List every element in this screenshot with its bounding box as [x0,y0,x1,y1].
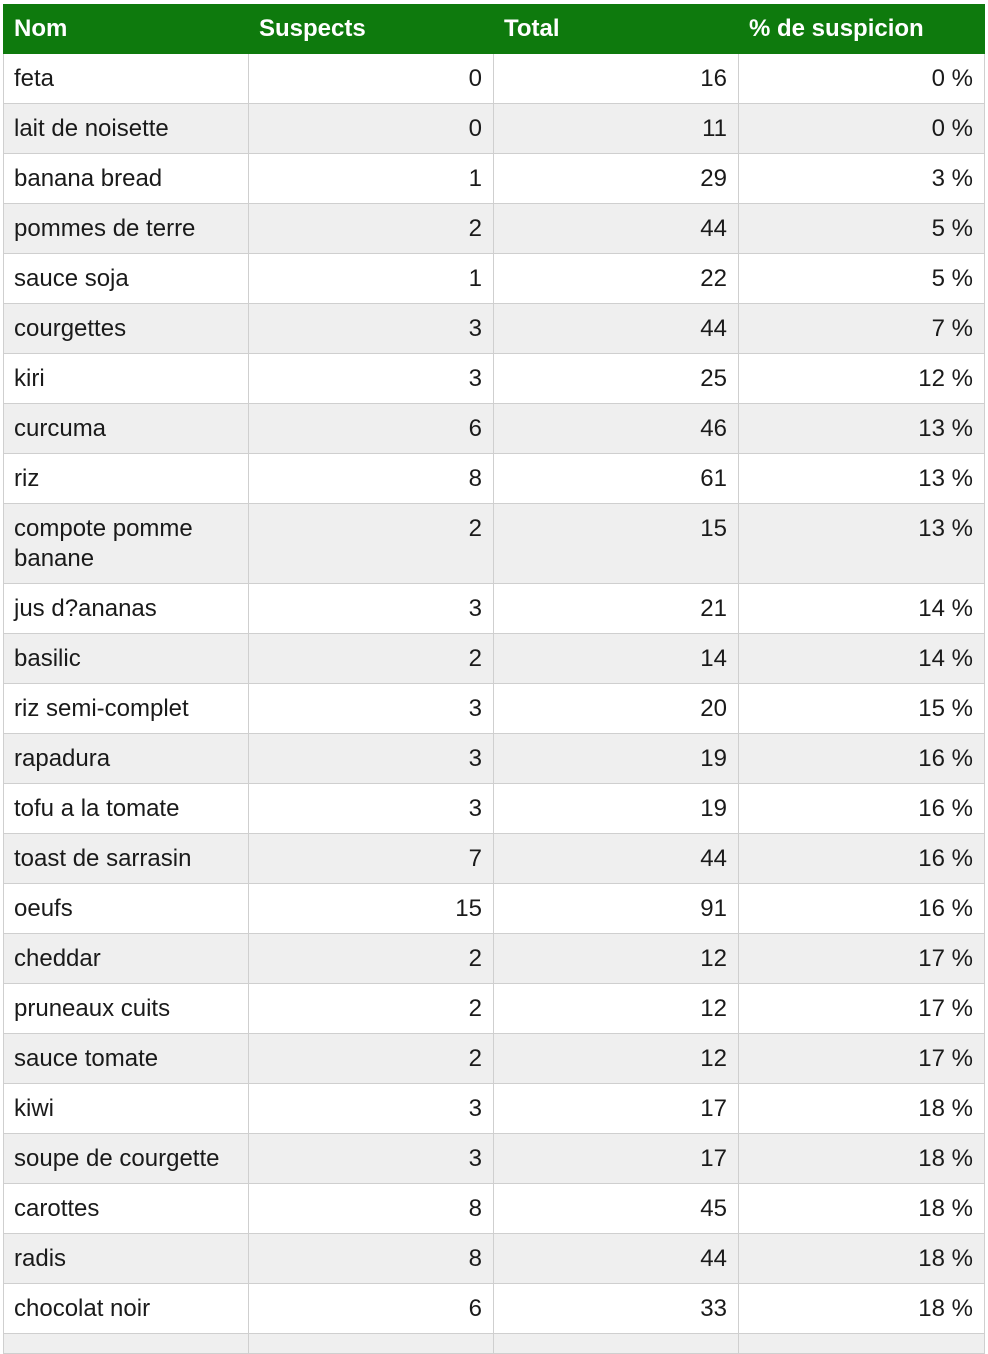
cell-nom[interactable]: lait de noisette [4,104,249,154]
cell-suspects[interactable]: 6 [249,1284,494,1334]
cell-nom[interactable]: banana bread [4,154,249,204]
cell-suspects[interactable]: 3 [249,304,494,354]
cell-nom[interactable]: basilic [4,634,249,684]
cell-nom[interactable]: soupe de courgette [4,1134,249,1184]
cell-total[interactable]: 16 [494,54,739,104]
cell-pct[interactable]: 0 % [739,104,985,154]
table-row [4,354,985,404]
cell-suspects[interactable]: 3 [249,584,494,634]
table-row [4,104,985,154]
cell-total[interactable]: 11 [494,104,739,154]
cell-total[interactable]: 44 [494,204,739,254]
cell-nom[interactable]: riz [4,454,249,504]
cell-nom[interactable]: courgettes [4,304,249,354]
cell-empty [494,1334,739,1354]
table-row [4,304,985,354]
cell-suspects[interactable]: 15 [249,884,494,934]
cell-total[interactable]: 17 [494,1084,739,1134]
cell-pct[interactable]: 16 % [739,834,985,884]
cell-pct[interactable]: 13 % [739,454,985,504]
cell-suspects[interactable]: 3 [249,1134,494,1184]
table-row [4,1034,985,1084]
cell-total[interactable]: 14 [494,634,739,684]
cell-total[interactable]: 46 [494,404,739,454]
table-row [4,784,985,834]
column-header-nom[interactable]: Nom [4,5,249,54]
cell-nom[interactable]: sauce tomate [4,1034,249,1084]
cell-empty [249,1334,494,1354]
cell-total[interactable]: 15 [494,504,739,584]
cell-nom[interactable]: sauce soja [4,254,249,304]
cell-empty [739,1334,985,1354]
cell-total[interactable]: 25 [494,354,739,404]
table-row [4,734,985,784]
cell-pct[interactable]: 16 % [739,884,985,934]
table-row [4,1084,985,1134]
cell-total[interactable]: 33 [494,1284,739,1334]
cell-pct[interactable]: 17 % [739,934,985,984]
cell-total[interactable]: 12 [494,984,739,1034]
cell-suspects[interactable]: 6 [249,404,494,454]
table-row [4,504,985,584]
table-row [4,884,985,934]
cell-nom[interactable]: toast de sarrasin [4,834,249,884]
cell-total[interactable]: 17 [494,1134,739,1184]
cell-suspects[interactable]: 2 [249,634,494,684]
cell-pct[interactable]: 17 % [739,1034,985,1084]
table-row [4,984,985,1034]
table-row [4,404,985,454]
cell-nom[interactable]: chocolat noir [4,1284,249,1334]
column-header-suspects[interactable]: Suspects [249,5,494,54]
cell-pct[interactable]: 3 % [739,154,985,204]
cell-total[interactable]: 91 [494,884,739,934]
cell-pct[interactable]: 12 % [739,354,985,404]
table-row-partial [4,1334,985,1354]
table-body [4,54,985,1354]
cell-nom[interactable]: oeufs [4,884,249,934]
cell-total[interactable]: 45 [494,1184,739,1234]
cell-nom[interactable]: radis [4,1234,249,1284]
cell-suspects[interactable]: 2 [249,1034,494,1084]
cell-total[interactable]: 29 [494,154,739,204]
column-header-pct[interactable]: % de suspicion [739,5,985,54]
cell-suspects[interactable]: 8 [249,1184,494,1234]
cell-pct[interactable]: 5 % [739,204,985,254]
table-row [4,1134,985,1184]
cell-pct[interactable]: 18 % [739,1134,985,1184]
table-row [4,1184,985,1234]
cell-suspects[interactable]: 3 [249,354,494,404]
cell-suspects[interactable]: 1 [249,154,494,204]
table-row [4,634,985,684]
cell-suspects[interactable]: 2 [249,934,494,984]
cell-pct[interactable]: 0 % [739,54,985,104]
table-row [4,934,985,984]
cell-suspects[interactable]: 3 [249,684,494,734]
cell-suspects[interactable]: 3 [249,1084,494,1134]
cell-nom[interactable]: pommes de terre [4,204,249,254]
table-row [4,154,985,204]
cell-total[interactable]: 44 [494,1234,739,1284]
cell-total[interactable]: 12 [494,934,739,984]
cell-empty [4,1334,249,1354]
cell-suspects[interactable]: 3 [249,734,494,784]
cell-pct[interactable]: 5 % [739,254,985,304]
table-row [4,1234,985,1284]
cell-total[interactable]: 44 [494,304,739,354]
cell-suspects[interactable]: 8 [249,1234,494,1284]
cell-nom[interactable]: curcuma [4,404,249,454]
cell-pct[interactable]: 13 % [739,504,985,584]
cell-total[interactable]: 19 [494,784,739,834]
cell-pct[interactable]: 18 % [739,1184,985,1234]
cell-nom[interactable]: pruneaux cuits [4,984,249,1034]
cell-total[interactable]: 61 [494,454,739,504]
cell-nom[interactable]: compote pomme banane [4,504,249,584]
table-row [4,454,985,504]
cell-suspects[interactable]: 1 [249,254,494,304]
cell-suspects[interactable]: 7 [249,834,494,884]
cell-nom[interactable]: tofu a la tomate [4,784,249,834]
table-header [4,5,985,54]
table-row [4,1284,985,1334]
cell-pct[interactable]: 18 % [739,1234,985,1284]
table-row [4,584,985,634]
cell-pct[interactable]: 13 % [739,404,985,454]
cell-total[interactable]: 20 [494,684,739,734]
cell-suspects[interactable]: 3 [249,784,494,834]
cell-suspects[interactable]: 0 [249,104,494,154]
table-row [4,204,985,254]
header-row [4,5,985,54]
table-row [4,54,985,104]
cell-pct[interactable]: 16 % [739,784,985,834]
cell-suspects[interactable]: 2 [249,984,494,1034]
cell-nom[interactable]: kiri [4,354,249,404]
cell-total[interactable]: 21 [494,584,739,634]
cell-suspects[interactable]: 2 [249,204,494,254]
column-header-total[interactable]: Total [494,5,739,54]
table-row [4,684,985,734]
data-sheet [3,4,984,1354]
cell-pct[interactable]: 15 % [739,684,985,734]
cell-nom[interactable]: rapadura [4,734,249,784]
cell-nom[interactable]: kiwi [4,1084,249,1134]
cell-nom[interactable]: feta [4,54,249,104]
cell-pct[interactable]: 7 % [739,304,985,354]
cell-total[interactable]: 44 [494,834,739,884]
cell-pct[interactable]: 18 % [739,1284,985,1334]
cell-suspects[interactable]: 2 [249,504,494,584]
cell-total[interactable]: 12 [494,1034,739,1084]
cell-pct[interactable]: 16 % [739,734,985,784]
table-row [4,834,985,884]
suspicion-table [3,4,985,1354]
cell-nom[interactable]: riz semi-complet [4,684,249,734]
cell-suspects[interactable]: 8 [249,454,494,504]
cell-nom[interactable]: carottes [4,1184,249,1234]
cell-nom[interactable]: cheddar [4,934,249,984]
cell-suspects[interactable]: 0 [249,54,494,104]
cell-nom[interactable]: jus d?ananas [4,584,249,634]
cell-pct[interactable]: 14 % [739,634,985,684]
cell-pct[interactable]: 18 % [739,1084,985,1134]
cell-pct[interactable]: 17 % [739,984,985,1034]
table-row [4,254,985,304]
cell-pct[interactable]: 14 % [739,584,985,634]
cell-total[interactable]: 19 [494,734,739,784]
cell-total[interactable]: 22 [494,254,739,304]
